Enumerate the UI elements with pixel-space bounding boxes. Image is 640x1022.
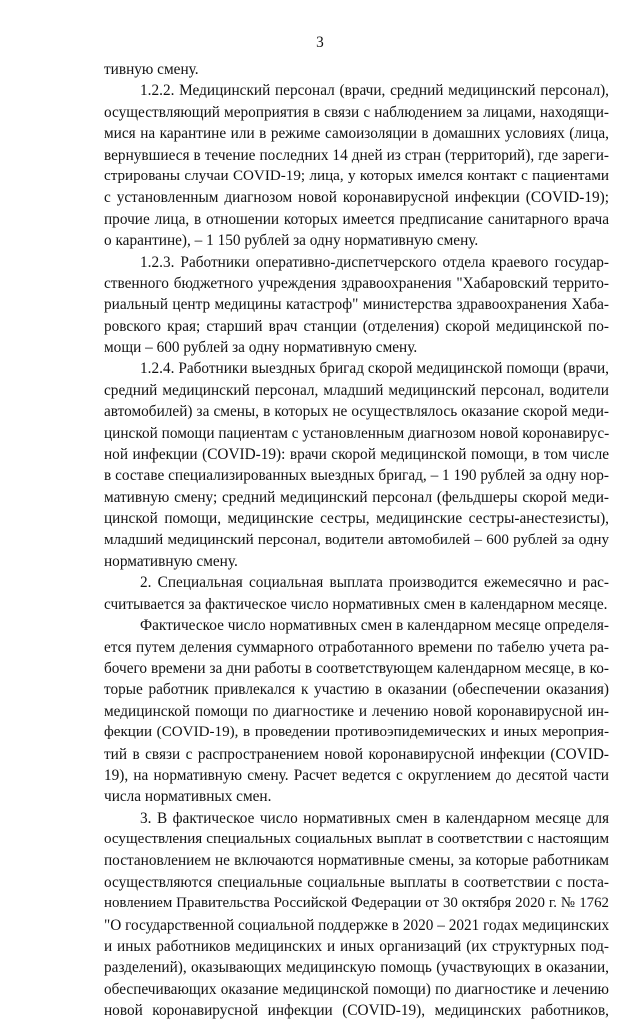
text-line: ной инфекции (COVID-19): врачи скорой медицинской помощи, в том числе <box>104 446 609 464</box>
text-line: цинской помощи, медицинские сестры, медицинские сестры-анестезисты), <box>104 510 609 528</box>
page-number: 3 <box>316 34 324 51</box>
text-line: цинской помощи пациентам с установленным диагнозом новой коронавирус- <box>104 424 610 442</box>
text-line: и иных работников медицинских и иных организаций (их структурных под- <box>104 938 609 956</box>
document-body <box>104 59 609 1022</box>
text-line: бочего времени за дни работы в соответствующем календарном месяце, в ко- <box>104 659 609 677</box>
text-line: Фактическое число нормативных смен в календарном месяце определя- <box>140 617 609 635</box>
text-line: младший медицинский персонал, водители автомобилей – 600 рублей за одну <box>104 531 609 548</box>
text-line: новой коронавирусной инфекции (COVID-19), медицинских работников, <box>104 1002 609 1020</box>
text-line: автомобилей) за смены, в которых не осуществлялось оказание скорой меди- <box>104 403 609 421</box>
text-line: фекции (COVID-19), в проведении противоэпидемических и иных мероприя- <box>104 724 609 741</box>
text-line: 1.2.2. Медицинский персонал (врачи, средний медицинский персонал), <box>140 82 609 100</box>
text-line: тий в связи с распространением новой коронавирусной инфекции (COVID- <box>104 745 609 763</box>
text-line: мативную смену; средний медицинский персонал (фельдшеры скорой меди- <box>104 488 609 506</box>
text-line: осуществляются специальные социальные выплаты в соответствии с поста- <box>104 873 609 891</box>
text-line: мощи – 600 рублей за одну нормативную смену. <box>104 339 418 357</box>
text-line: разделений), оказывающих медицинскую помощь (участвующих в оказании, <box>104 959 609 977</box>
text-line: ровского края; старший врач станции (отделения) скорой медицинской по- <box>104 317 609 335</box>
text-line: нормативную смену. <box>104 552 238 570</box>
text-line: 19), на нормативную смену. Расчет ведется с округлением до десятой части <box>104 766 609 784</box>
text-line: ственного бюджетного учреждения здравоохранения "Хабаровский террито- <box>104 274 609 292</box>
text-line: 3. В фактическое число нормативных смен в календарном месяце для <box>140 809 609 827</box>
text-line: торые работник привлекался к участию в оказании (обеспечении оказания) <box>104 681 609 699</box>
text-line: 2. Специальная социальная выплата производится ежемесячно и рас- <box>140 574 609 592</box>
text-line: осуществления специальных социальных выплат в соответствии с настоящим <box>104 831 609 848</box>
text-line: вернувшиеся в течение последних 14 дней из стран (территорий), где зареги- <box>104 146 609 164</box>
text-line: "О государственной социальной поддержке в 2020 – 2021 годах медицинских <box>104 916 610 934</box>
text-line: новлением Правительства Российской Федерации от 30 октября 2020 г. № 1762 <box>104 895 609 912</box>
text-line: о карантине), – 1 150 рублей за одну нормативную смену. <box>104 232 479 250</box>
text-line: медицинской помощи по диагностике и лечению новой коронавирусной ин- <box>104 702 609 720</box>
text-line: считывается за фактическое число нормативных смен в календарном месяце. <box>104 595 608 613</box>
text-line: 1.2.4. Работники выездных бригад скорой медицинской помощи (врачи, <box>140 360 609 378</box>
text-line: обеспечивающих оказание медицинской помощи) по диагностике и лечению <box>104 980 609 998</box>
text-line: осуществляющий мероприятия в связи с наблюдением за лицами, находящи- <box>104 103 609 121</box>
text-line: риальный центр медицины катастроф" министерства здравоохранения Хаба- <box>104 296 609 314</box>
text-line: тивную смену. <box>104 61 199 78</box>
text-line: числа нормативных смен. <box>104 788 272 806</box>
text-line: 1.2.3. Работники оперативно-диспетчерского отдела краевого государ- <box>140 253 609 271</box>
text-line: в составе специализированных выездных бригад, – 1 190 рублей за одну нор- <box>104 467 609 485</box>
text-line: средний медицинский персонал, младший медицинский персонал, водители <box>104 381 609 399</box>
text-line: ется путем деления суммарного отработанного времени по табелю учета ра- <box>104 638 609 656</box>
text-line: прочие лица, в отношении которых имеется предписание санитарного врача <box>104 210 609 228</box>
text-line: мися на карантине или в режиме самоизоляции в домашних условиях (лица, <box>104 125 609 143</box>
text-line: с установленным диагнозом новой коронавирусной инфекции (COVID-19); <box>104 189 609 207</box>
text-line: стрированы случаи COVID-19; лица, у которых имелся контакт с пациентами <box>104 167 609 184</box>
text-line: постановлением не включаются нормативные смены, за которые работникам <box>104 852 609 870</box>
